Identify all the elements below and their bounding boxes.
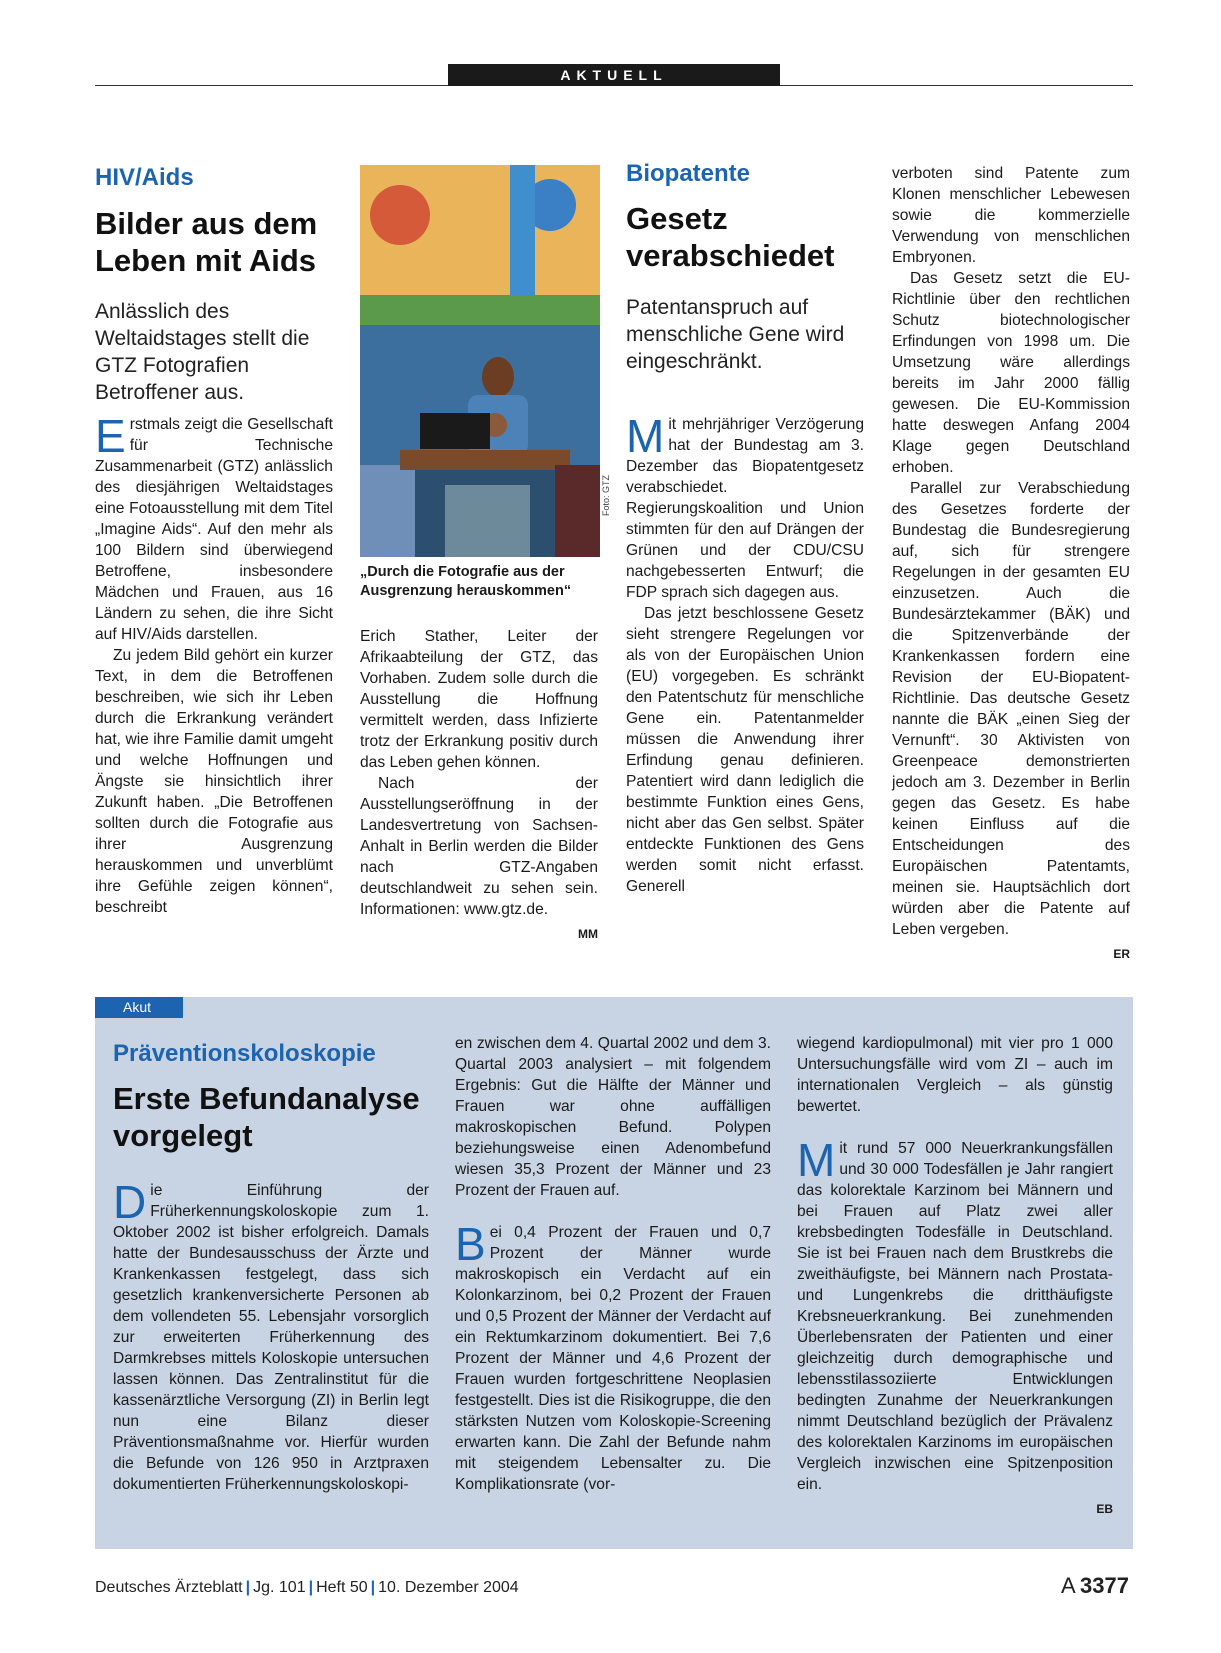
- dropcap: B: [455, 1218, 486, 1270]
- article1-paragraph-1: rstmals zeigt die Gesellschaft für Technische Zusammenarbeit (GTZ) anlässlich des diesjährigen Weltaidstages eine Fotoausstellung mit dem Titel „Imagine Aids“. Auf den mehr als 100 Bildern sind überwiegend Betroffene, insbesondere Mädchen und Frauen, aus 16 Ländern zu sehen, die ihre Sicht auf HIV/Aids darstellen.: [95, 416, 333, 643]
- article3-kicker: Präventionskoloskopie: [113, 1040, 376, 1067]
- article2-kicker: Biopatente: [626, 160, 751, 187]
- article3-paragraph-2a: ei 0,4 Prozent der Frauen und 0,7 Prozent der Männer wurde makroskopisch ein Verdacht auf ein Kolonkarzinom, bei 0,2 Prozent der Frauen und 0,5 Prozent der Männer der Verdacht auf ein Rektumkarzinom dokumentiert. Bei 7,6 Prozent der Männer und 4,6 Prozent der Frauen wurden fortgeschrittene Neoplasien festgestellt. Dies ist die Risikogruppe, die den stärksten Nutzen vom Koloskopie-Screening erwarten kann. Die Zahl der Befunde nahm mit steigendem Lebensalter zu. Die Komplikationsrate (vor-: [455, 1224, 771, 1493]
- issue-date: 10. Dezember 2004: [378, 1579, 519, 1596]
- page-prefix: A: [1060, 1573, 1076, 1598]
- article2-paragraph-4: Das Gesetz setzt die EU-Richtlinie über den rechtlichen Schutz biotechnologischer Erfindungen von 1998 um. Die Umsetzung wäre allerdings bereits im Jahr 2000 fällig gewesen. Die EU-Kommission hatte deswegen Anfang 2004 Klage gegen Deutschland erhoben.: [892, 270, 1130, 476]
- article1-column-1: [95, 410, 333, 918]
- dropcap: M: [797, 1134, 836, 1186]
- article2-paragraph-3: verboten sind Patente zum Klonen menschlicher Lebewesen sowie die kommerzielle Verwendung von menschlichen Embryonen.: [892, 165, 1130, 266]
- photo-credit: Foto: GTZ: [601, 474, 611, 516]
- article1-paragraph-2: Zu jedem Bild gehört ein kurzer Text, in dem die Betroffenen beschreiben, wie sich ihr Leben durch die Erkrankung verändert hat, wie ihre Familie damit umgeht und welche Hoffnungen und Ängste sie hinsichtlich ihrer Zukunft haben. „Die Betroffenen sollten durch die Fotografie aus ihrer Ausgrenzung herauskommen und unverblümt ihre Gefühle zeigen können“, beschreibt: [95, 647, 333, 916]
- article1-headline: Bilder aus dem Leben mit Aids: [95, 206, 318, 278]
- dropcap: E: [95, 410, 126, 462]
- article3-headline: Erste Befundanalyse vorgelegt: [113, 1081, 420, 1153]
- footer-citation: Deutsches Ärzteblatt | Jg. 101 | Heft 50 | 10. Dezember 2004: [95, 1579, 519, 1596]
- article1-paragraph-4: Nach der Ausstellungseröffnung in der Landesvertretung von Sachsen-Anhalt in Berlin werden die Bilder nach GTZ-Angaben deutschlandweit zu sehen sein. Informationen: www.gtz.de.: [360, 775, 598, 918]
- article1-subhead: Anlässlich des Weltaidstages stellt die GTZ Fotografien Betroffener aus.: [95, 300, 310, 404]
- page-number-value: 3377: [1080, 1573, 1129, 1598]
- article1-paragraph-3: Erich Stather, Leiter der Afrikaabteilung der GTZ, das Vorhaben. Zudem solle durch die Ausstellung die Hoffnung vermittelt werden, dass Infizierte trotz der Erkrankung positiv durch das Leben gehen können.: [360, 628, 598, 771]
- author-initials: EB: [1096, 1502, 1113, 1516]
- issue: Heft 50: [316, 1579, 368, 1596]
- article3-paragraph-1b: en zwischen dem 4. Quartal 2002 und dem 3. Quartal 2003 analysiert – mit folgendem Ergebnis: Gut die Hälfte der Männer und Frauen war ohne auffälligen makroskopischen Befund. Polypen beziehungsweise einen Adenombefund wiesen 35,3 Prozent der Männer und 23 Prozent der Frauen auf.: [455, 1035, 771, 1199]
- section-tag: AKTUELL: [448, 64, 780, 86]
- box-tag: Akut: [95, 997, 183, 1018]
- article1-kicker: HIV/Aids: [95, 164, 194, 191]
- journal-name: Deutsches Ärzteblatt: [95, 1579, 243, 1596]
- article2-subhead: Patentanspruch auf menschliche Gene wird eingeschränkt.: [626, 296, 845, 373]
- volume: Jg. 101: [253, 1579, 306, 1596]
- article2-column-1: [626, 410, 864, 897]
- article3-paragraph-1a: ie Einführung der Früherkennungskoloskopie zum 1. Oktober 2002 ist bisher erfolgreich. Damals hatte der Bundesausschuss der Ärzte und Krankenkassen festgelegt, dass sich gesetzlich krankenversicherte Personen ab dem vollendeten 55. Lebensjahr vorsorglich zur erweiterten Früherkennung des Darmkrebses mittels Koloskopie untersuchen lassen können. Das Zentralinstitut für die kassenärztliche Versorgung (ZI) in Berlin legt nun eine Bilanz dieser Präventionsmaßnahme vor. Hierfür wurden die Befunde von 126 950 in Arztpraxen dokumentierten Früherkennungskoloskopi-: [113, 1182, 429, 1493]
- photo-caption: „Durch die Fotografie aus der Ausgrenzung herauskommen“: [360, 564, 572, 599]
- article2-column-2: [892, 163, 1130, 965]
- author-initials: MM: [578, 927, 598, 941]
- dropcap: M: [626, 410, 665, 462]
- article2-paragraph-5: Parallel zur Verabschiedung des Gesetzes forderte der Bundestag die Bundesregierung auf, sich für strengere Regelungen in der gesamten EU einzusetzen. Auch die Bundesärztekammer (BÄK) und die Spitzenverbände der Krankenkassen fordern eine Revision der EU-Biopatent-Richtlinie. Das deutsche Gesetz nannte die BÄK „einen Sieg der Vernunft“. 30 Aktivisten von Greenpeace demonstrierten jedoch am 3. Dezember in Berlin gegen das Gesetz. Es habe keinen Einfluss auf die Entscheidungen des Europäischen Patentamts, meinen sie. Hauptsächlich dort würden aber die Patente auf Leben vergeben.: [892, 480, 1130, 938]
- article3-paragraph-3: it rund 57 000 Neuerkrankungsfällen und 30 000 Todesfällen je Jahr rangiert das kolorektale Karzinom bei Männern und bei Frauen auf Platz zwei aller krebsbedingten Todesfälle in Deutschland. Sie ist bei Frauen nach dem Brustkrebs die zweithäufigste, bei Männern nach Prostata- und Lungenkrebs die dritthäufigste Krebsneuerkrankung. Bei zunehmenden Überlebensraten der Patienten und einer gleichzeitig durch demographische und lebensstilassoziierte Entwicklungen bedingten Zunahme der Neuerkrankungen nimmt Deutschland bezüglich der Prävalenz des kolorektalen Karzinoms im europäischen Vergleich inzwischen eine Spitzenposition ein.: [797, 1140, 1113, 1493]
- dropcap: D: [113, 1176, 147, 1228]
- article1-column-2: [360, 626, 598, 945]
- photo-illustration: [360, 165, 600, 557]
- article2-paragraph-1: it mehrjähriger Verzögerung hat der Bundestag am 3. Dezember das Biopatentgesetz verabschiedet. Regierungskoalition und Union stimmten für den auf Drängen der Grünen und der CDU/CSU nachgebesserten Entwurf; die FDP sprach sich dagegen aus.: [626, 416, 864, 601]
- article3-paragraph-2b: wiegend kardiopulmonal) mit vier pro 1 000 Untersuchungsfälle wird vom ZI – auch im internationalen Vergleich – als günstig bewertet.: [797, 1035, 1113, 1115]
- article2-headline: Gesetz verabschiedet: [626, 201, 835, 273]
- article3-column-3: [797, 1033, 1113, 1520]
- page-number: [1061, 1573, 1129, 1599]
- photo-woman-sewing-machine: [360, 165, 600, 557]
- author-initials: ER: [1113, 947, 1130, 961]
- article3-column-2: [455, 1033, 771, 1495]
- article3-column-1: [113, 1176, 429, 1495]
- article2-paragraph-2: Das jetzt beschlossene Gesetz sieht strengere Regelungen vor als von der Europäischen Union (EU) vorgegeben. Es schränkt den Patentschutz für menschliche Gene ein. Patentanmelder müssen die Anwendung ihrer Erfindung genau definieren. Patentiert wird dann lediglich die bestimmte Funktion eines Gens, nicht aber das Gen selbst. Später entdeckte Funktionen des Gens werden somit nicht erfasst. Generell: [626, 605, 864, 895]
